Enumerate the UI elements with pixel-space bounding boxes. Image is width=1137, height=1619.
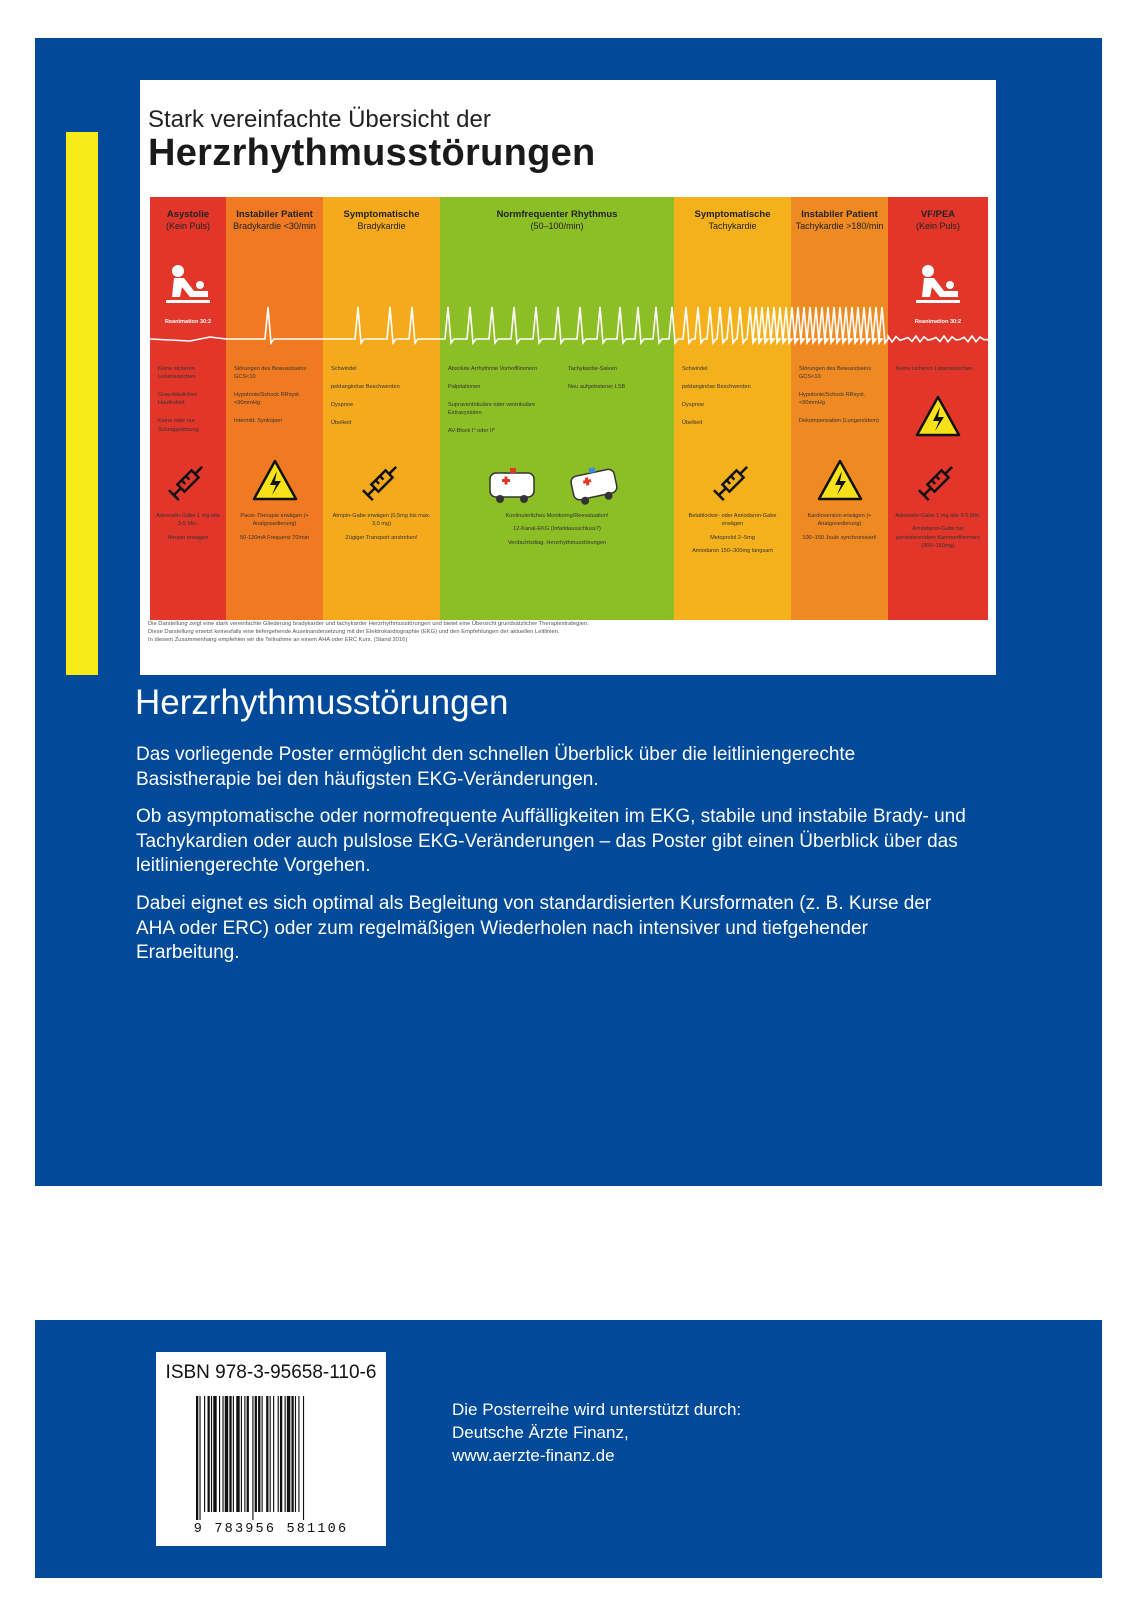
column-subheading: Tachykardie >180/min — [795, 220, 884, 231]
symptom-item: Dyspnoe — [331, 402, 354, 409]
symptom-list — [448, 365, 552, 446]
barcode-digits: 9 783956 581106 — [193, 1522, 349, 1537]
therapy-list — [894, 512, 982, 556]
sponsor-url: www.aerzte-finanz.de — [452, 1446, 615, 1465]
symptom-item: Neu aufgetretener LSB — [568, 384, 626, 391]
therapy-item: Kontinuierliches Monitoring/Reevaluation! — [505, 513, 609, 519]
symptom-list — [799, 365, 882, 436]
therapy-item: Adrenalin-Gabe 1 mg alle 3-5 Min. — [895, 513, 981, 519]
symptom-item: Intermitt. Synkopen — [234, 418, 283, 425]
reanimation-label: Reanimation 30:2 — [914, 319, 962, 325]
warning-icon — [915, 395, 961, 437]
therapy-item: Amiodaron-Gabe bei persistierendem Kammerflimmern (300–150mg) — [896, 526, 980, 550]
poster-column-sympt-brady — [323, 197, 440, 620]
poster-column-grid — [150, 197, 988, 620]
symptom-list — [896, 365, 982, 383]
action-icon-slot — [166, 459, 210, 508]
symptom-item: Keine sicheren Lebenszeichen — [158, 366, 196, 381]
cpr-icon — [164, 263, 212, 307]
isbn-label: ISBN 978-3-95658-110-6 — [165, 1362, 377, 1383]
action-icon-slot — [482, 459, 632, 512]
ekg-line — [150, 307, 988, 343]
symptom-item: Übelkeit — [682, 420, 703, 427]
therapy-item: Adrenalin-Gabe 1 mg alle 3-5 Min. — [156, 513, 220, 528]
column-heading: Normfrequenter Rhythmus — [496, 209, 618, 220]
action-icon-slot — [817, 459, 863, 506]
therapy-item: Kardioversion erwägen (+ Analgosedierung) — [807, 513, 872, 528]
ambulance-icon — [482, 459, 632, 507]
action-icon-slot — [252, 459, 298, 506]
column-heading: Symptomatische — [694, 209, 771, 220]
action-icon-slot — [915, 395, 961, 442]
symptom-item: Dekompensation (Lungenödem) — [799, 418, 879, 425]
poster-title: Herzrhythmusstörungen — [148, 132, 596, 174]
paragraph: Ob asymptomatische oder normofrequente Auffälligkeiten im EKG, stabile und instabile Brady- und Tachykardien oder auch pulslose EKG-Veränderungen – das Poster gibt einen Überblick über das leitliniengerechte Vorgehen. — [136, 806, 966, 877]
therapy-item: Atropin erwägen — [167, 534, 209, 541]
ekg-trace — [150, 305, 988, 365]
description-text — [136, 743, 966, 979]
therapy-item: 50-120mA Frequenz 70/min — [239, 534, 310, 541]
therapy-list — [446, 512, 668, 552]
column-subheading: (Kein Puls) — [165, 220, 210, 231]
column-heading: Instabiler Patient — [236, 209, 313, 220]
symptom-list — [331, 365, 434, 437]
syringe-icon — [916, 459, 960, 503]
therapy-list — [680, 512, 785, 561]
action-icon-slot — [711, 459, 755, 508]
action-icon-slot — [916, 459, 960, 508]
column-heading: VF/PEA — [920, 209, 956, 220]
poster-subtitle: Stark vereinfachte Übersicht der — [148, 106, 491, 133]
syringe-icon — [166, 459, 210, 503]
poster-column-normo — [440, 197, 674, 620]
therapy-list — [232, 512, 317, 547]
symptom-list — [158, 365, 220, 444]
barcode-icon — [196, 1396, 346, 1520]
cpr-icon — [914, 263, 962, 307]
section-title: Herzrhythmusstörungen — [135, 683, 509, 722]
poster-column-vf-pea — [888, 197, 988, 620]
symptom-list-secondary — [568, 365, 668, 401]
symptom-item: pektanginöse Beschwerden — [682, 384, 751, 391]
column-subheading: (50–100/min) — [530, 220, 584, 231]
symptom-item: Grau-bläuliches Hautkolorit — [158, 392, 198, 407]
symptom-item: Palpitationen — [448, 384, 481, 391]
therapy-item: Betablocker- oder Amiodaron-Gabe erwägen — [688, 513, 777, 528]
column-subheading: Tachykardie — [708, 220, 757, 231]
poster-preview — [140, 80, 996, 675]
footnote-line: Die Darstellung zeigt eine stark vereinfachte Gliederung bradykarder und tachykarder Herzrhythmusstörungen und bietet eine Übersicht grundsätzlicher Therapiestrategien. — [148, 621, 589, 627]
poster-footnote — [148, 620, 978, 644]
column-subheading: Bradykardie <30/min — [233, 220, 316, 231]
therapy-item: 100–150 Joule synchronisiert! — [802, 534, 877, 541]
symptom-item: Schwindel — [331, 366, 357, 372]
symptom-item: Hypotonie/Schock RRsyst. <90mmHg — [234, 392, 301, 407]
symptom-item: Keine sicheren Lebenszeichen — [896, 366, 973, 372]
therapy-list — [156, 512, 220, 547]
therapy-item: 12-Kanal-EKG (Infarktausschluss?) — [513, 526, 601, 533]
sponsor-line: Die Posterreihe wird unterstützt durch: — [452, 1400, 742, 1419]
column-heading: Instabiler Patient — [801, 209, 878, 220]
therapy-item: Verdachtsdiag. Herzrhythmusstörungen — [507, 539, 607, 546]
column-heading: Symptomatische — [343, 209, 420, 220]
column-heading: Asystolie — [166, 209, 210, 220]
poster-column-instabil-brady — [226, 197, 323, 620]
warning-icon — [817, 459, 863, 501]
therapy-item: Metoprolol 2–5mg — [710, 534, 755, 541]
symptom-item: Übelkeit — [331, 420, 352, 427]
reanimation-label: Reanimation 30:2 — [164, 319, 212, 325]
therapy-item: Atropin-Gabe erwägen (0,5mg bis max. 3,0 mg) — [332, 513, 431, 528]
symptom-item: Störungen des Bewusstseins GCS<10 — [234, 366, 307, 381]
symptom-list — [682, 365, 785, 437]
therapy-item: Amiodaron 150–300mg langsam — [692, 548, 773, 555]
symptom-item: AV-Block I° oder II° — [448, 428, 496, 435]
symptom-item: Absolute Arrhythmie Vorhofflimmern — [448, 366, 538, 372]
action-icon-slot — [360, 459, 404, 508]
symptom-item: Keine oder nur Schnappatmung — [158, 418, 199, 433]
sponsor-text — [452, 1398, 741, 1467]
symptom-list — [234, 365, 317, 436]
syringe-icon — [711, 459, 755, 503]
syringe-icon — [360, 459, 404, 503]
symptom-item: Dyspnoe — [682, 402, 705, 409]
sponsor-company: Deutsche Ärzte Finanz, — [452, 1423, 629, 1442]
symptom-item: Schwindel — [682, 366, 708, 372]
poster-column-asystolie — [150, 197, 226, 620]
therapy-list — [797, 512, 882, 547]
symptom-item: Tachykardie-Salven — [568, 366, 617, 372]
symptom-item: Hypotonie/Schock RRsyst. <90mmHg — [799, 392, 866, 407]
paragraph: Das vorliegende Poster ermöglicht den schnellen Überblick über die leitliniengerechte Basistherapie bei den häufigsten EKG-Veränderungen. — [136, 744, 856, 790]
symptom-item: Störungen des Bewusstseins GCS<10 — [799, 366, 872, 381]
yellow-accent-bar — [66, 132, 98, 675]
symptom-item: pektanginöse Beschwerden — [331, 384, 400, 391]
poster-column-sympt-tachy — [674, 197, 791, 620]
paragraph: Dabei eignet es sich optimal als Begleitung von standardisierten Kursformaten (z. B. Kurse der AHA oder ERC) oder zum regelmäßigen Wiederholen nach intensiver und tiefgehender Erarbeitung. — [136, 892, 932, 964]
isbn-box — [156, 1352, 386, 1546]
therapy-list — [329, 512, 434, 547]
column-subheading: Bradykardie — [357, 220, 406, 231]
poster-column-instabil-tachy — [791, 197, 888, 620]
column-subheading: (Kein Puls) — [915, 220, 960, 231]
footnote-line: Diese Darstellung ersetzt keinesfalls eine tiefergehende Auseinandersetzung mit der Elektrokardiographie (EKG) und den Empfehlungen der aktuellen Leitlinien. — [148, 629, 560, 636]
footnote-line: In diesem Zusammenhang empfehlen wir die Teilnahme an einem AHA oder ERC Kurs. (Stand 2016) — [148, 637, 408, 644]
symptom-item: Supraventrikuläre oder ventrikuläre Extrasystolen — [448, 402, 536, 417]
therapy-item: Zügiger Transport anstreben! — [345, 534, 418, 541]
warning-icon — [252, 459, 298, 501]
therapy-item: Pacer-Therapie erwägen (+ Analgosedierung) — [240, 513, 309, 528]
